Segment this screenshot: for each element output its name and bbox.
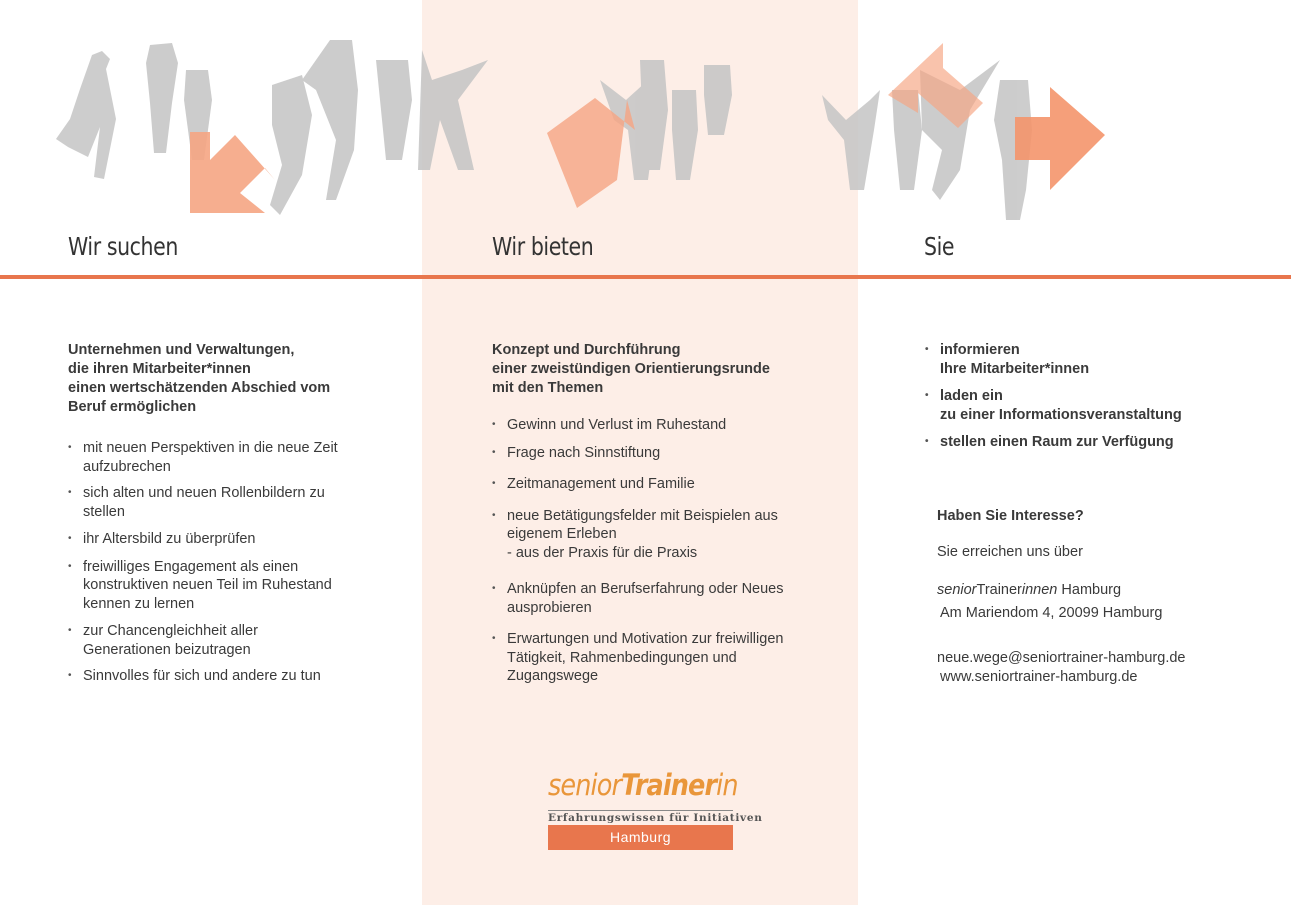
logo-wordmark: seniorTrainerin xyxy=(548,768,738,802)
contact-question: Haben Sie Interesse? xyxy=(937,508,1084,524)
figure-7 xyxy=(418,50,488,170)
figure-1 xyxy=(56,51,116,179)
contact-reach-text: Sie erreichen uns über xyxy=(937,544,1083,560)
logo-tagline: Erfahrungswissen für Initiativen xyxy=(548,812,763,824)
figure-10 xyxy=(672,90,698,180)
list-item: • mit neuen Perspektiven in die neue Zeit aufzubrechen xyxy=(68,439,388,476)
contact-address: Am Mariendom 4, 20099 Hamburg xyxy=(940,605,1163,621)
arrow-left-down xyxy=(190,132,275,213)
seniortrainerin-logo xyxy=(548,768,763,852)
list-item: • Zeitmanagement und Familie xyxy=(492,475,842,494)
figure-6 xyxy=(376,60,412,160)
list-item: • zur Chancengleichheit aller Generationen beizutragen xyxy=(68,622,388,659)
list-item: • Anknüpfen an Berufserfahrung oder Neues ausprobieren xyxy=(492,580,842,617)
figure-2 xyxy=(146,43,178,153)
figure-4 xyxy=(270,75,312,215)
heading-sie: Sie xyxy=(924,232,955,261)
bullet-list-col3 xyxy=(925,341,1265,452)
intro-text-col1: Unternehmen und Verwaltungen, die ihren Mitarbeiter*innen einen wertschätzenden Abschied vom Beruf ermöglichen xyxy=(68,342,331,415)
bullet-list-col1 xyxy=(68,439,388,686)
contact-organisation: seniorTrainerinnen Hamburg xyxy=(937,582,1122,598)
list-item: • Frage nach Sinnstiftung xyxy=(492,444,842,463)
contact-email[interactable]: neue.wege@seniortrainer-hamburg.de xyxy=(937,650,1186,666)
header-illustration xyxy=(0,0,1291,230)
figure-11 xyxy=(704,65,732,135)
figure-12 xyxy=(822,90,880,190)
list-item: • stellen einen Raum zur Verfügung xyxy=(925,433,1265,452)
list-item: • Gewinn und Verlust im Ruhestand xyxy=(492,416,842,435)
intro-text-col2: Konzept und Durchführung einer zweistündigen Orientierungsrunde mit den Themen xyxy=(492,342,770,396)
list-item: • sich alten und neuen Rollenbildern zu stellen xyxy=(68,484,388,521)
heading-wir-bieten: Wir bieten xyxy=(492,232,594,261)
list-item: • informieren Ihre Mitarbeiter*innen xyxy=(925,341,1265,378)
orange-divider xyxy=(0,275,1291,279)
list-item: • ihr Altersbild zu überprüfen xyxy=(68,530,388,549)
list-item: • Erwartungen und Motivation zur freiwilligen Tätigkeit, Rahmenbedingungen und Zugangswege xyxy=(492,630,842,686)
list-item: • Sinnvolles für sich und andere zu tun xyxy=(68,667,388,686)
list-item: • neue Betätigungsfelder mit Beispielen aus eigenem Erleben - aus der Praxis für die Praxis xyxy=(492,507,842,563)
heading-wir-suchen: Wir suchen xyxy=(68,232,178,261)
logo-city-bar: Hamburg xyxy=(548,825,733,850)
contact-website[interactable]: www.seniortrainer-hamburg.de xyxy=(940,669,1138,685)
list-item: • freiwilliges Engagement als einen konstruktiven neuen Teil im Ruhestand kennen zu lernen xyxy=(68,558,388,614)
bullet-list-col2 xyxy=(492,416,842,686)
list-item: • laden ein zu einer Informationsveranstaltung xyxy=(925,387,1265,424)
